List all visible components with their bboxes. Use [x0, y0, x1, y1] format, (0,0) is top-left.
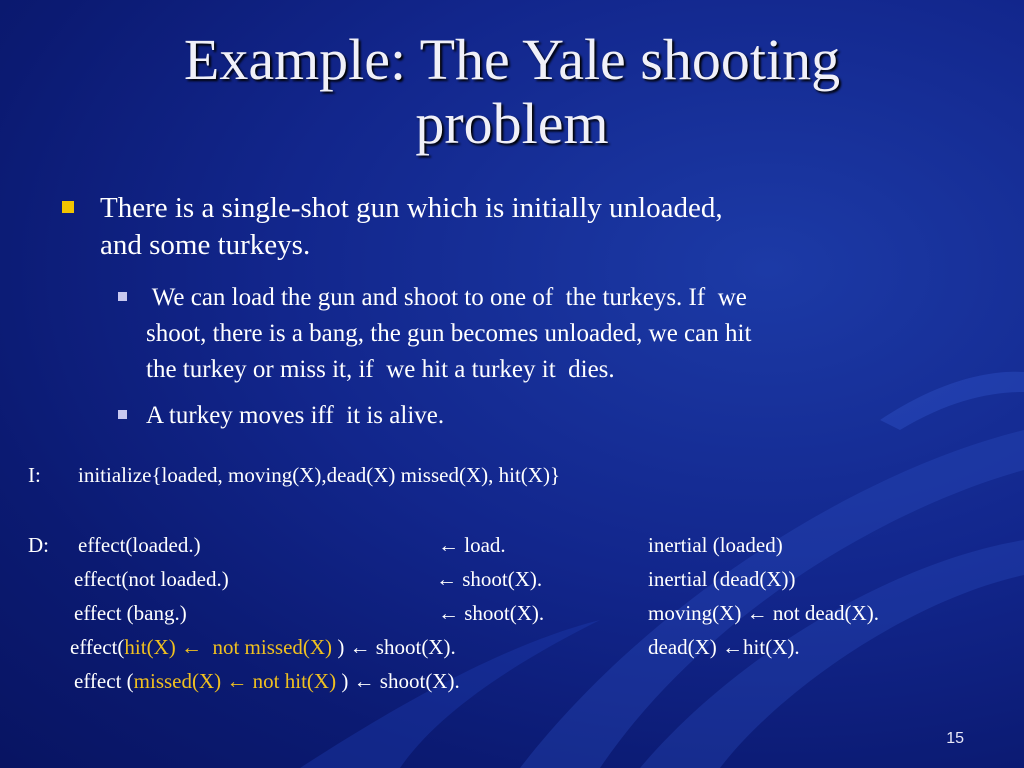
bullet-text-1: [100, 190, 980, 264]
sub-1-line-1: We can load the gun and shoot to one of the turkeys. If we: [146, 284, 747, 311]
title-line-1: Example: The Yale shooting: [183, 27, 841, 92]
rule-5-suffix: ) ← shoot(X).: [336, 669, 460, 693]
rule-5-highlight-2: not hit(X): [252, 669, 337, 693]
rule-5-arrow: ←: [221, 669, 253, 693]
rule-3-effect: effect (bang.): [74, 601, 187, 625]
bullet-1-line-2: and some turkeys.: [100, 229, 311, 261]
title-line-2: problem: [415, 91, 609, 156]
rule-2-cause: ← shoot(X).: [436, 567, 543, 591]
sub-bullet-square-icon: [118, 292, 127, 301]
page-number: 15: [946, 730, 964, 747]
rule-5-highlight-1: missed(X): [133, 669, 222, 693]
rule-1-extra: inertial (loaded): [648, 533, 783, 557]
rule-5-effect: [74, 668, 460, 694]
rule-3-cause: ← shoot(X).: [438, 601, 545, 625]
sub-bullet-text-2: A turkey moves iff it is alive.: [146, 402, 445, 429]
sub-bullet-square-icon: [118, 410, 127, 419]
sub-1-line-3: the turkey or miss it, if we hit a turkey it dies.: [146, 356, 615, 383]
rule-2-effect: effect(not loaded.): [74, 567, 229, 591]
domain-label: D:: [28, 533, 49, 557]
rule-4-suffix: ) ← shoot(X).: [332, 635, 456, 659]
init-text: initialize{loaded, moving(X),dead(X) missed(X), hit(X)}: [78, 463, 561, 487]
rule-4-effect: [70, 634, 456, 660]
rule-1-cause: ← load.: [438, 533, 506, 557]
bullet-square-icon: [62, 201, 74, 213]
slide-title: [40, 28, 984, 156]
rule-4-extra: dead(X) ←hit(X).: [648, 635, 800, 659]
rule-4-prefix: effect(: [70, 635, 125, 659]
rule-1-effect: effect(loaded.): [78, 533, 201, 557]
sub-bullet-text-1: [146, 280, 976, 388]
rule-2-extra: inertial (dead(X)): [648, 567, 796, 591]
rule-3-extra: moving(X) ← not dead(X).: [648, 601, 879, 625]
init-label: I:: [28, 463, 41, 487]
rule-5-prefix: effect (: [74, 669, 134, 693]
rule-4-highlight: hit(X) ← not missed(X): [124, 635, 333, 659]
bullet-1-line-1: There is a single-shot gun which is initially unloaded,: [100, 192, 723, 224]
sub-1-line-2: shoot, there is a bang, the gun becomes unloaded, we can hit: [146, 320, 752, 347]
